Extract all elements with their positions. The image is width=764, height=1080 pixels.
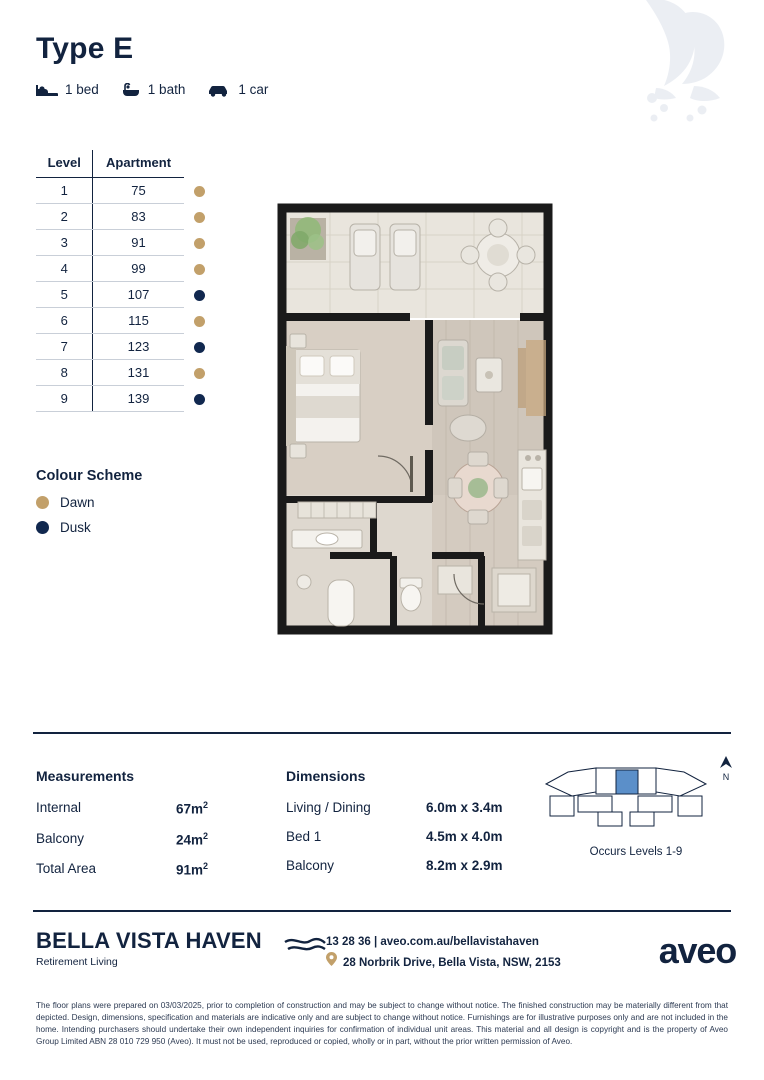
- cell-apartment: 75: [93, 178, 184, 204]
- north-indicator: [718, 756, 734, 782]
- north-label: N: [722, 772, 730, 782]
- dusk-swatch-icon: [36, 521, 49, 534]
- legend-item-dusk: [36, 520, 246, 535]
- contact-phone-web[interactable]: [326, 932, 616, 952]
- spec-bed-label: 1 bed: [65, 82, 99, 97]
- measurement-value: $24m^2$: [176, 830, 209, 847]
- dawn-swatch-icon: [194, 212, 205, 223]
- cell-scheme: [184, 178, 216, 204]
- cell-level: 7: [36, 334, 93, 360]
- dawn-swatch-icon: [194, 368, 205, 379]
- cell-level: 4: [36, 256, 93, 282]
- cell-scheme: [184, 256, 216, 282]
- level-apartment-table: [36, 150, 216, 412]
- measurement-label: Balcony: [36, 830, 85, 846]
- keyplan-caption: Occurs Levels 1-9: [589, 846, 683, 858]
- table-row: [36, 230, 216, 256]
- cell-level: 6: [36, 308, 93, 334]
- unit-specs: [36, 82, 268, 97]
- dimensions-title: Dimensions: [286, 768, 366, 784]
- dimension-row: [286, 829, 546, 844]
- cell-level: 5: [36, 282, 93, 308]
- cell-apartment: 83: [93, 204, 184, 230]
- cell-level: 3: [36, 230, 93, 256]
- dimension-label: Balcony: [286, 858, 335, 873]
- spec-car: [207, 82, 268, 97]
- divider-bottom: [33, 910, 731, 912]
- brand-tagline: Retirement Living: [36, 956, 118, 968]
- measurement-row: [36, 831, 286, 848]
- table-row: [36, 334, 216, 360]
- column-header-apartment: Apartment: [93, 150, 184, 178]
- measurement-label: Total Area: [36, 861, 97, 876]
- dusk-swatch-icon: [194, 290, 205, 301]
- dimension-row: [286, 858, 546, 873]
- cell-scheme: [184, 308, 216, 334]
- cell-apartment: 139: [93, 386, 184, 412]
- colour-scheme-title: Colour Scheme: [36, 468, 143, 484]
- dimensions-block: [286, 768, 546, 887]
- dawn-swatch-icon: [194, 316, 205, 327]
- bed-icon: [36, 83, 58, 97]
- measurement-value: $67m^2$: [176, 800, 209, 817]
- divider-top: [33, 732, 731, 734]
- spec-bath: [121, 82, 186, 97]
- measurements-title: Measurements: [36, 768, 135, 784]
- dawn-swatch-icon: [194, 264, 205, 275]
- cell-level: 9: [36, 386, 93, 412]
- cell-scheme: [184, 204, 216, 230]
- dawn-swatch-icon: [36, 496, 49, 509]
- dawn-swatch-icon: [194, 238, 205, 249]
- dimension-value: 6.0m x 3.4m: [426, 800, 503, 815]
- cell-apartment: 91: [93, 230, 184, 256]
- north-arrow-icon: [718, 756, 734, 770]
- table-row: [36, 282, 216, 308]
- cell-level: 8: [36, 360, 93, 386]
- keyplan-diagram: [538, 762, 714, 834]
- column-header-scheme: [184, 150, 216, 178]
- legend-item-dawn: [36, 495, 246, 510]
- measurement-row: [36, 800, 286, 817]
- spec-car-label: 1 car: [238, 82, 269, 97]
- cell-apartment: 107: [93, 282, 184, 308]
- cell-scheme: [184, 334, 216, 360]
- disclaimer-text: The floor plans were prepared on 03/03/2025, prior to completion of construction and may be subject to change without notice. The finished construction may be materially different from that depicted. Design, dimensions, specification and materials are indicative only and are subject to change without notice. Furnishings are for illustrative purposes only and are not included in the home. Intending purchasers should undertake their own independent inquiries for confirmation of individual unit areas. This material and all design is copyright and is the property of Aveo Group Limited ABN 28 010 729 950 (Aveo). It must not be used, reproduced or copied, wholly or in part, without the prior written permission of Aveo.: [36, 1001, 728, 1046]
- legend-label-dusk: Dusk: [60, 520, 91, 535]
- page-title: Type E: [36, 32, 134, 65]
- cell-apartment: 123: [93, 334, 184, 360]
- measurement-label: Internal: [36, 800, 82, 815]
- aveo-wordmark: aveo: [658, 930, 736, 971]
- dimension-label: Living / Dining: [286, 800, 371, 815]
- table-row: [36, 308, 216, 334]
- dimension-row: [286, 800, 546, 815]
- location-pin-icon: [326, 952, 337, 973]
- bath-icon: [121, 83, 141, 97]
- cell-scheme: [184, 230, 216, 256]
- details-section: [36, 768, 736, 892]
- table-row: [36, 256, 216, 282]
- measurement-value: $91m^2$: [176, 861, 209, 878]
- table-row: [36, 386, 216, 412]
- cell-scheme: [184, 386, 216, 412]
- contact-block: [326, 928, 616, 973]
- floorplan-graphic: [270, 200, 560, 640]
- cell-apartment: 99: [93, 256, 184, 282]
- cell-apartment: 131: [93, 360, 184, 386]
- table-header-row: [36, 150, 216, 178]
- dusk-swatch-icon: [194, 394, 205, 405]
- brand-name: BELLA VISTA HAVEN: [36, 928, 262, 953]
- table-row: [36, 178, 216, 204]
- brand-block: [36, 928, 326, 968]
- cell-level: 1: [36, 178, 93, 204]
- bird-watermark-icon: [586, 0, 736, 144]
- table-row: [36, 204, 216, 230]
- dimension-value: 8.2m x 2.9m: [426, 858, 503, 873]
- spec-bed: [36, 82, 99, 97]
- contact-address: [326, 952, 616, 973]
- cell-apartment: 115: [93, 308, 184, 334]
- legend-label-dawn: Dawn: [60, 495, 95, 510]
- cell-scheme: [184, 282, 216, 308]
- contact-address-label: 28 Norbrik Drive, Bella Vista, NSW, 2153: [343, 956, 561, 969]
- aveo-logo: [616, 928, 736, 972]
- column-header-level: Level: [36, 150, 93, 178]
- measurement-row: [36, 861, 286, 878]
- footer: [36, 928, 736, 973]
- dimension-value: 4.5m x 4.0m: [426, 829, 503, 844]
- colour-scheme-legend: [36, 468, 246, 545]
- measurements-block: [36, 768, 286, 892]
- dawn-swatch-icon: [194, 186, 205, 197]
- spec-bath-label: 1 bath: [147, 82, 186, 97]
- cell-level: 2: [36, 204, 93, 230]
- dusk-swatch-icon: [194, 342, 205, 353]
- dimension-label: Bed 1: [286, 829, 322, 844]
- car-icon: [207, 83, 231, 97]
- wave-logo-icon: [284, 936, 326, 959]
- cell-scheme: [184, 360, 216, 386]
- table-row: [36, 360, 216, 386]
- contact-phone-web-label: 13 28 36 | aveo.com.au/bellavistahaven: [326, 936, 539, 948]
